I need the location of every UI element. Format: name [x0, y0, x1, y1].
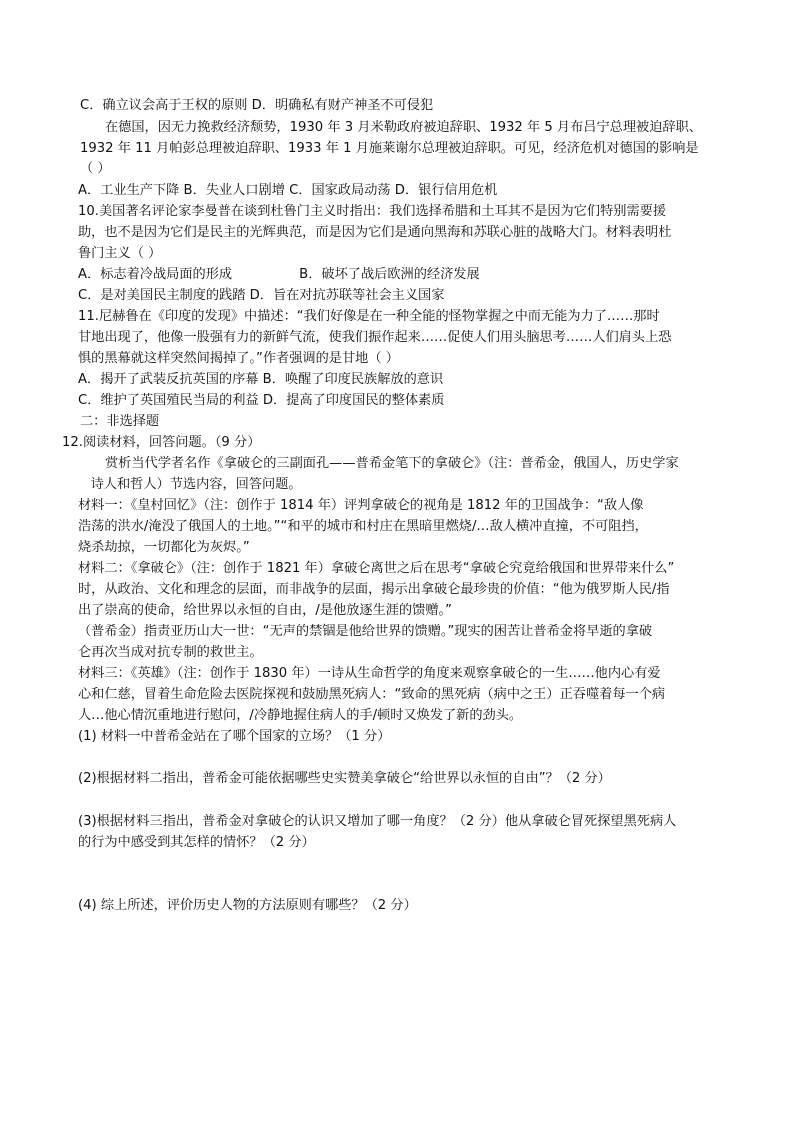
question-10-stem-1: 10.美国著名评论家李曼普在谈到杜鲁门主义时指出：我们选择希腊和土耳其不是因为它们特别需要援: [78, 204, 667, 219]
question-9-blank: （ ）: [80, 161, 111, 176]
question-9-stem-2: 1932 年 11 月帕彭总理被迫辞职、1933 年 1 月施莱谢尔总理被迫辞职。可见，经济危机对德国的影响是: [80, 141, 699, 156]
material-3-line-1: 材料三：《英雄》（注：创作于 1830 年）一诗从生命哲学的角度来观察拿破仑的一生……他内心有爱: [78, 666, 661, 681]
question-11-stem-1: 11.尼赫鲁在《印度的发现》中描述：“我们好像是在一种全能的怪物掌握之中而无能为力了……那时: [78, 309, 660, 324]
question-11-stem-2: 甘地出现了，他像一股强有力的新鲜气流，使我们振作起来……促使人们用头脑思考……人们肩头上恐: [78, 330, 672, 345]
question-11-stem-3: 惧的黑幕就这样突然间揭掉了。”作者强调的是甘地（ ）: [78, 351, 399, 366]
sub-question-2: (2)根据材料二指出，普希金可能依据哪些史实赞美拿破仑“给世界以永恒的自由”？（2 分）: [78, 771, 611, 786]
option-line-q11-ab: A．揭开了武装反抗英国的序幕 B．唤醒了印度民族解放的意识: [78, 372, 444, 387]
material-2-line-3: 出了崇高的使命，给世界以永恒的自由，/是他放逐生涯的馈赠。”: [78, 603, 452, 618]
question-12-intro-2: 诗人和哲人）节选内容，回答问题。: [78, 477, 302, 492]
question-9-stem-1: 在德国，因无力挽救经济颓势，1930 年 3 月米勒政府被迫辞职、1932 年 5 月布吕宁总理被迫辞职、: [105, 120, 702, 135]
question-10-stem-3: 鲁门主义（ ）: [78, 246, 162, 261]
material-3-line-2: 心和仁慈，冒着生命危险去医院探视和鼓励黑死病人：“致命的黑死病（病中之王）正吞噬着每一个病: [78, 687, 666, 702]
sub-question-3-line-2: 的行为中感受到其怎样的情怀？（2 分）: [78, 835, 315, 850]
question-10-stem-2: 助，也不是因为它们是民主的光辉典范，而是因为它们是通向黑海和苏联心脏的战略大门。材料表明杜: [78, 225, 672, 240]
sub-question-3-line-1: (3)根据材料三指出，普希金对拿破仑的认识又增加了哪一角度？（2 分）他从拿破仑冒死探望黑死病人: [78, 814, 677, 829]
material-2-line-2: 时，从政治、文化和理念的层面，而非战争的层面，揭示出拿破仑最珍贵的价值：“他为俄罗斯人民/指: [78, 582, 670, 597]
option-line-q10-cd: C．是对美国民主制度的践踏 D．旨在对抗苏联等社会主义国家: [78, 288, 445, 303]
material-2-line-4: （普希金）指责亚历山大一世：“无声的禁锢是他给世界的馈赠。”现实的困苦让普希金将早逝的拿破: [78, 624, 653, 639]
question-12-title: 12.阅读材料，回答问题。（9 分）: [62, 435, 261, 450]
material-2-line-1: 材料二：《拿破仑》（注：创作于 1821 年）拿破仑离世之后在思考“拿破仑究竟给俄国和世界带来什么”: [78, 561, 675, 576]
material-1-line-3: 烧杀劫掠，一切都化为灰烬。”: [78, 540, 250, 555]
option-line-q9: A．工业生产下降 B．失业人口剧增 C．国家政局动荡 D．银行信用危机: [78, 183, 498, 198]
material-1-line-2: 浩荡的洪水/淹没了俄国人的土地。”“和平的城市和村庄在黑暗里燃烧/…敌人横冲直撞，不可阻挡，: [78, 519, 648, 534]
option-line-q10-ab: A．标志着冷战局面的形成 B．破坏了战后欧洲的经济发展: [78, 267, 480, 282]
sub-question-4: (4) 综上所述，评价历史人物的方法原则有哪些？（2 分）: [78, 898, 417, 913]
sub-question-1: (1) 材料一中普希金站在了哪个国家的立场？（1 分）: [78, 729, 391, 744]
material-1-line-1: 材料一：《皇村回忆》（注：创作于 1814 年）评判拿破仑的视角是 1812 年的卫国战争：“敌人像: [78, 498, 644, 513]
section-heading-non-choice: 二：非选择题: [80, 414, 160, 429]
material-3-line-3: 人…他心情沉重地进行慰问，/冷静地握住病人的手/顿时又焕发了新的劲头。: [78, 708, 523, 723]
option-line-q8-cd: C．确立议会高于王权的原则 D．明确私有财产神圣不可侵犯: [80, 98, 434, 113]
option-line-q11-cd: C．维护了英国殖民当局的利益 D．提高了印度国民的整体素质: [78, 393, 445, 408]
material-2-line-5: 仑再次当成对抗专制的救世主。: [78, 645, 263, 660]
question-12-intro-1: 赏析当代学者名作《拿破仑的三副面孔——普希金笔下的拿破仑》（注：普希金，俄国人，历史学家: [105, 456, 679, 471]
